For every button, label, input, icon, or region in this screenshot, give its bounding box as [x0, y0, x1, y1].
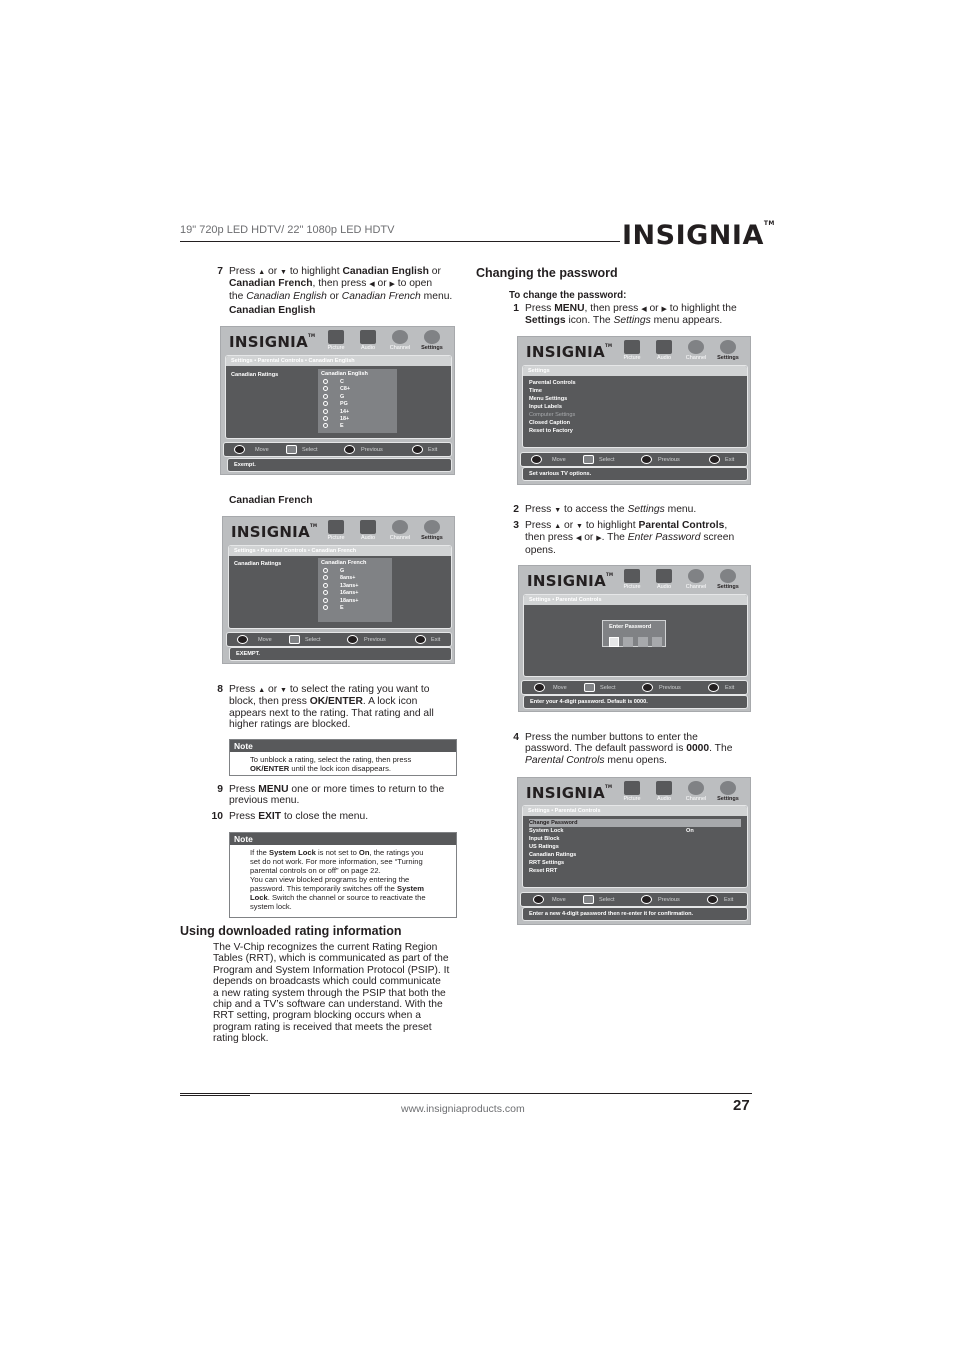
- select-icon: [584, 683, 595, 692]
- exit-icon: [415, 635, 426, 644]
- settings-icon: [720, 569, 736, 583]
- channel-icon: [688, 781, 704, 795]
- rating-options: [318, 568, 392, 612]
- picture-icon: [624, 569, 640, 583]
- page-number: 27: [733, 1097, 750, 1114]
- nav-bar: Move Select Previous Exit: [223, 442, 452, 457]
- tab-picture: Picture: [320, 330, 352, 351]
- move-icon: [234, 445, 245, 454]
- audio-icon: [360, 520, 376, 534]
- brand-logo: INSIGNIA™: [622, 220, 775, 251]
- paragraph-line: depends on broadcasts which could communicate: [213, 976, 441, 988]
- picture-icon: [624, 340, 640, 354]
- options-list: Canadian English C C8+ G PG 14+ 18+ E: [318, 369, 397, 433]
- password-digit-1: [609, 637, 619, 647]
- tab-settings: Settings: [416, 520, 448, 541]
- step-7: 7 Press ▲ or ▼ to highlight Canadian English or Canadian French, then press ◀ or ▶ to open the Canadian English or Canadian French menu.: [217, 266, 453, 302]
- document-header-title: 19" 720p LED HDTV/ 22" 1080p LED HDTV: [180, 224, 395, 236]
- left-arrow-icon: ◀: [369, 281, 375, 289]
- rating-option: G: [318, 568, 392, 575]
- radio-circle-icon: [323, 575, 328, 580]
- menu-item: Menu Settings: [529, 396, 568, 402]
- system-lock-value: On: [686, 828, 694, 834]
- previous-icon: [641, 455, 652, 464]
- up-arrow-icon: ▲: [554, 523, 562, 530]
- section-title-changing-password: Changing the password: [476, 266, 618, 280]
- menu-tabs: [616, 781, 744, 807]
- right-arrow-icon: ▶: [596, 535, 602, 543]
- note-unblock: Note To unblock a rating, select the rating, then press OK/ENTER until the lock icon disappears.: [229, 739, 457, 776]
- picture-icon: [624, 781, 640, 795]
- paragraph-line: RRT setting, program blocking occurs when a: [213, 1010, 421, 1022]
- menu-item: System Lock On: [529, 828, 694, 834]
- status-bar: Enter a new 4-digit password then re-enter it for confirmation.: [522, 907, 748, 921]
- right-arrow-icon: ▶: [389, 281, 395, 289]
- tab-picture: Picture: [616, 781, 648, 802]
- screen-parental-controls: [517, 777, 751, 925]
- exit-icon: [707, 895, 718, 904]
- rating-option: 8ans+: [318, 575, 392, 582]
- rating-option: E: [318, 605, 392, 612]
- rating-option: E: [318, 423, 397, 430]
- tab-picture: Picture: [616, 340, 648, 361]
- paragraph-line: Program and System Information Protocol (PSIP). It: [213, 964, 450, 976]
- paragraph-line: a new rating system through the PSIP that both the: [213, 987, 446, 999]
- paragraph-line: program rating is received that meets the preset: [213, 1021, 432, 1033]
- step-10: 10 Press EXIT to close the menu.: [211, 811, 369, 822]
- tab-audio: Audio: [648, 340, 680, 361]
- move-icon: [533, 895, 544, 904]
- rating-option: 14+: [318, 409, 397, 416]
- menu-item: Input Block: [529, 836, 560, 842]
- tab-audio: Audio: [352, 330, 384, 351]
- menu-item: Time: [529, 388, 542, 394]
- audio-icon: [656, 781, 672, 795]
- select-icon: [583, 895, 594, 904]
- status-bar: Enter your 4-digit password. Default is 0000.: [523, 695, 748, 709]
- rating-option: G: [318, 394, 397, 401]
- rating-option: C8+: [318, 386, 397, 393]
- menu-panel: [522, 805, 748, 888]
- note-heading: Note: [230, 740, 456, 752]
- menu-item: Reset to Factory: [529, 428, 573, 434]
- menu-breadcrumb: Settings • Parental Controls: [524, 595, 747, 605]
- rating-option: C: [318, 379, 397, 386]
- down-arrow-icon: ▼: [280, 687, 287, 694]
- audio-icon: [656, 340, 672, 354]
- move-icon: [531, 455, 542, 464]
- radio-circle-icon: [323, 590, 328, 595]
- menu-panel: [523, 594, 748, 677]
- down-arrow-icon: ▼: [280, 269, 287, 276]
- menu-panel: [228, 545, 452, 629]
- status-bar: Exempt.: [227, 458, 452, 472]
- tab-picture: Picture: [616, 569, 648, 590]
- move-icon: [534, 683, 545, 692]
- audio-icon: [656, 569, 672, 583]
- tab-settings: Settings: [712, 569, 744, 590]
- paragraph-vchip: [213, 942, 458, 1045]
- menu-breadcrumb: Settings • Parental Controls • Canadian English: [226, 356, 451, 366]
- up-arrow-icon: ▲: [258, 269, 266, 276]
- tab-picture: Picture: [320, 520, 352, 541]
- channel-icon: [392, 330, 408, 344]
- note-system-lock: Note If the System Lock is not set to On, the ratings you set do not work. For more information, see “Turning parental controls on or off” on page 22. You can view blocked programs by entering the password. This temporarily switches off the System Lock. Switch the channel or source to reactivate the system lock.: [229, 832, 457, 918]
- tab-audio: Audio: [352, 520, 384, 541]
- down-arrow-icon: ▼: [554, 507, 562, 514]
- settings-icon: [720, 781, 736, 795]
- nav-bar: Move Select Previous Exit: [520, 892, 748, 907]
- nav-bar: Move Select Previous Exit: [520, 452, 748, 467]
- screen-logo: INSIGNIA™: [231, 523, 318, 541]
- rating-option: 18+: [318, 416, 397, 423]
- channel-icon: [688, 340, 704, 354]
- rating-options: [318, 379, 397, 431]
- password-digit-2: [623, 637, 633, 647]
- step-8: 8 Press ▲ or ▼ to select the rating you want to block, then press OK/ENTER. A lock icon appears next to the rating. That rating and all higher ratings are blocked.: [217, 684, 434, 731]
- nav-bar: Move Select Previous Exit: [226, 632, 452, 647]
- exit-icon: [709, 455, 720, 464]
- header-rule: [180, 241, 620, 242]
- radio-circle-icon: [323, 416, 328, 421]
- password-digit-3: [638, 637, 648, 647]
- footer-rule: [180, 1093, 752, 1094]
- status-bar: Set various TV options.: [522, 467, 748, 481]
- screen-logo: INSIGNIA™: [527, 572, 614, 590]
- settings-icon: [720, 340, 736, 354]
- tab-settings: Settings: [416, 330, 448, 351]
- nav-bar: Move Select Previous Exit: [521, 680, 748, 695]
- right-arrow-icon: ▶: [661, 306, 667, 313]
- step-1: 1 Press MENU, then press ◀ or ▶ to highlight the Settings icon. The Settings menu appears.: [513, 303, 737, 327]
- tab-channel: Channel: [384, 520, 416, 541]
- menu-panel: [522, 365, 748, 448]
- screen-enter-password: [518, 565, 751, 712]
- previous-icon: [642, 683, 653, 692]
- menu-item: Canadian Ratings: [529, 852, 577, 858]
- previous-icon: [347, 635, 358, 644]
- screen-canadian-french: [222, 516, 455, 664]
- radio-circle-icon: [323, 401, 328, 406]
- paragraph-line: Tables (RRT), which is communicated as part of the: [213, 953, 449, 965]
- footer-rule-accent: [180, 1095, 250, 1096]
- password-dialog: Enter Password: [602, 620, 666, 647]
- settings-items: [529, 379, 576, 435]
- tab-channel: Channel: [680, 781, 712, 802]
- rating-option: 16ans+: [318, 590, 392, 597]
- settings-icon: [424, 330, 440, 344]
- password-digit-4: [652, 637, 662, 647]
- menu-item: Closed Caption: [529, 420, 571, 426]
- menu-tabs: [320, 330, 448, 356]
- select-icon: [583, 455, 594, 464]
- footer-url: www.insigniaproducts.com: [401, 1103, 525, 1115]
- menu-item: Input Labels: [529, 404, 562, 410]
- screen-logo: INSIGNIA™: [229, 333, 316, 351]
- settings-icon: [424, 520, 440, 534]
- channel-icon: [392, 520, 408, 534]
- menu-item: Reset RRT: [529, 868, 558, 874]
- radio-circle-icon: [323, 379, 328, 384]
- menu-item: US Ratings: [529, 844, 559, 850]
- left-arrow-icon: ◀: [641, 306, 647, 313]
- subheading-to-change-password: To change the password:: [509, 290, 627, 301]
- screen-canadian-english: [220, 326, 455, 475]
- previous-icon: [344, 445, 355, 454]
- menu-tabs: [320, 520, 448, 546]
- menu-item: RRT Settings: [529, 860, 565, 866]
- step-4: 4 Press the number buttons to enter the password. The default password is 0000. The Parental Controls menu opens.: [513, 732, 733, 766]
- up-arrow-icon: ▲: [258, 687, 266, 694]
- tab-settings: Settings: [712, 340, 744, 361]
- menu-breadcrumb: Settings • Parental Controls: [523, 806, 747, 816]
- tab-channel: Channel: [680, 569, 712, 590]
- tab-audio: Audio: [648, 569, 680, 590]
- note-heading: Note: [230, 833, 456, 845]
- label-canadian-french: Canadian French: [229, 495, 313, 506]
- paragraph-line: The V-Chip recognizes the current Rating Region: [213, 942, 438, 953]
- radio-circle-icon: [323, 568, 328, 573]
- step-9: 9 Press MENU one or more times to return to the previous menu.: [217, 784, 445, 807]
- radio-circle-icon: [323, 394, 328, 399]
- screen-logo: INSIGNIA™: [526, 343, 613, 361]
- tab-settings: Settings: [712, 781, 744, 802]
- select-icon: [289, 635, 300, 644]
- down-arrow-icon: ▼: [576, 523, 583, 530]
- menu-breadcrumb: Settings: [523, 366, 747, 376]
- move-icon: [237, 635, 248, 644]
- exit-icon: [412, 445, 423, 454]
- left-arrow-icon: ◀: [575, 535, 582, 543]
- radio-circle-icon: [323, 605, 328, 610]
- picture-icon: [328, 330, 344, 344]
- menu-panel: [225, 355, 452, 439]
- menu-label: Canadian Ratings: [234, 561, 282, 567]
- select-icon: [286, 445, 297, 454]
- tab-channel: Channel: [384, 330, 416, 351]
- menu-item-selected: Change Password: [529, 819, 741, 827]
- menu-item-disabled: Computer Settings: [529, 412, 576, 418]
- radio-circle-icon: [323, 598, 328, 603]
- options-list: Canadian French G 8ans+ 13ans+ 16ans+ 18ans+ E: [318, 558, 392, 622]
- status-bar: EXEMPT.: [229, 647, 452, 661]
- menu-item: Parental Controls: [529, 380, 576, 386]
- step-2: 2 Press ▼ to access the Settings menu.: [513, 504, 697, 515]
- label-canadian-english: Canadian English: [229, 305, 316, 316]
- previous-icon: [641, 895, 652, 904]
- step-3: 3 Press ▲ or ▼ to highlight Parental Controls, then press ◀ or ▶. The Enter Password screen opens.: [513, 520, 735, 556]
- tab-channel: Channel: [680, 340, 712, 361]
- parental-items: [529, 819, 729, 875]
- channel-icon: [688, 569, 704, 583]
- menu-breadcrumb: Settings • Parental Controls • Canadian French: [229, 546, 451, 556]
- rating-option: PG: [318, 401, 397, 408]
- radio-circle-icon: [323, 409, 328, 414]
- exit-icon: [708, 683, 719, 692]
- tab-audio: Audio: [648, 781, 680, 802]
- screen-settings-menu: [517, 336, 751, 485]
- menu-tabs: [616, 569, 744, 595]
- paragraph-line: rating block.: [213, 1033, 269, 1045]
- paragraph-line: chip and a TV’s software can understand. With the: [213, 999, 443, 1011]
- rating-option: 18ans+: [318, 598, 392, 605]
- menu-tabs: [616, 340, 744, 366]
- screen-logo: INSIGNIA™: [526, 784, 613, 802]
- radio-circle-icon: [323, 386, 328, 391]
- rating-option: 13ans+: [318, 583, 392, 590]
- section-title-downloaded-rating: Using downloaded rating information: [180, 924, 402, 938]
- picture-icon: [328, 520, 344, 534]
- audio-icon: [360, 330, 376, 344]
- radio-circle-icon: [323, 583, 328, 588]
- menu-label: Canadian Ratings: [231, 372, 279, 378]
- radio-circle-icon: [323, 423, 328, 428]
